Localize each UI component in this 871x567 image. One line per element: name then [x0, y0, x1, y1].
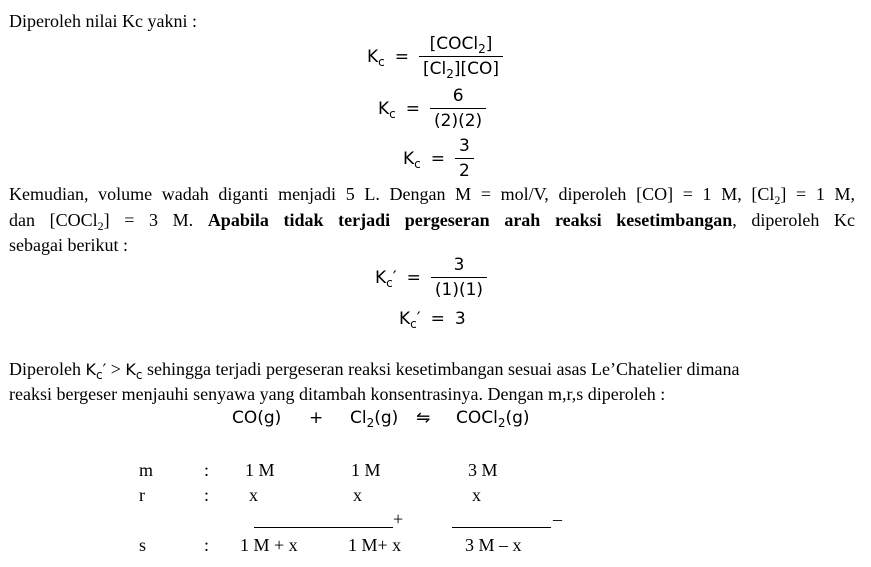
- cell-r-cl2: x: [353, 485, 362, 505]
- intro-text: Diperoleh nilai Kc yakni :: [9, 11, 197, 31]
- row-label-r: r: [139, 485, 145, 505]
- minus-sign-operator: –: [553, 509, 562, 529]
- row-colon: :: [204, 485, 210, 505]
- cell-m-co: 1 M: [245, 460, 275, 480]
- equals-sign: =: [394, 46, 410, 67]
- denominator: 2: [455, 158, 474, 181]
- sum-line-left: [254, 527, 393, 528]
- cell-r-co: x: [249, 485, 258, 505]
- denominator: (2)(2): [430, 108, 486, 131]
- denominator: $[Cl_2][CO]$: [419, 56, 503, 79]
- numerator: 3: [459, 136, 470, 156]
- cell-m-cocl2: 3 M: [468, 460, 498, 480]
- kc-symbol: $K_c$: [378, 98, 396, 121]
- reactant-co: CO(g): [232, 408, 282, 428]
- product-cocl2: COCl$_2$(g): [456, 408, 530, 430]
- sum-line-right: [452, 527, 551, 528]
- numerator: 3: [453, 255, 465, 275]
- equation-kc-values: [378, 86, 486, 131]
- paragraph-line-2: dan [COCl$_2$] = 3 M. Apabila tidak terjadi pergeseran arah reaksi kesetimbangan, diperoleh Kc: [9, 210, 856, 233]
- equals-sign: =: [430, 148, 446, 169]
- row-colon: :: [204, 460, 210, 480]
- cell-m-cl2: 1 M: [351, 460, 381, 480]
- kc-prime-symbol: $K_c'$: [399, 309, 421, 331]
- fraction: [419, 34, 503, 79]
- equation-kc-definition: [367, 34, 503, 79]
- paragraph2-line-1: Diperoleh $K_c' > K_c$ sehingga terjadi pergeseran reaksi kesetimbangan sesuai asas Le’Chatelier dimana: [9, 359, 740, 382]
- cell-s-cl2: 1 M+ x: [348, 535, 402, 555]
- plus-sign: +: [309, 408, 324, 428]
- equals-sign: =: [405, 98, 421, 119]
- plus-sign-operator: +: [393, 509, 404, 529]
- equation-kc-prime-values: [375, 255, 487, 300]
- row-label-m: m: [139, 460, 154, 480]
- cell-s-co: 1 M + x: [240, 535, 298, 555]
- value: 3: [454, 309, 466, 329]
- kc-symbol: $K_c$: [367, 46, 385, 69]
- equation-kc-prime-result: [399, 309, 466, 329]
- paragraph2-line-2: reaksi bergeser menjauhi senyawa yang ditambah konsentrasinya. Dengan m,r,s diperoleh :: [9, 384, 666, 404]
- paragraph-line-3: sebagai berikut :: [9, 235, 128, 255]
- equals-sign: =: [430, 309, 445, 329]
- kc-symbol: $K_c$: [403, 148, 421, 171]
- kc-prime-symbol: $K_c'$: [375, 267, 397, 290]
- fraction: [430, 86, 486, 131]
- equals-sign: =: [406, 267, 421, 288]
- fraction: [431, 255, 487, 300]
- cell-s-cocl2: 3 M – x: [465, 535, 522, 555]
- reactant-cl2: $Cl_2(g)$: [350, 408, 399, 430]
- denominator: (1)(1): [431, 277, 487, 300]
- equation-kc-result: [403, 136, 474, 181]
- numerator: 6: [452, 86, 464, 106]
- equilibrium-arrow: ⇋: [416, 408, 431, 428]
- row-colon: :: [204, 535, 210, 555]
- row-label-s: s: [139, 535, 147, 555]
- numerator: [COCl$_2$]: [429, 34, 493, 56]
- paragraph-line-1: Kemudian, volume wadah diganti menjadi 5 L. Dengan M = mol/V, diperoleh [CO] = 1 M, $[Cl_2] = 1$ M,: [9, 184, 855, 207]
- fraction: [455, 136, 474, 181]
- cell-r-cocl2: x: [472, 485, 481, 505]
